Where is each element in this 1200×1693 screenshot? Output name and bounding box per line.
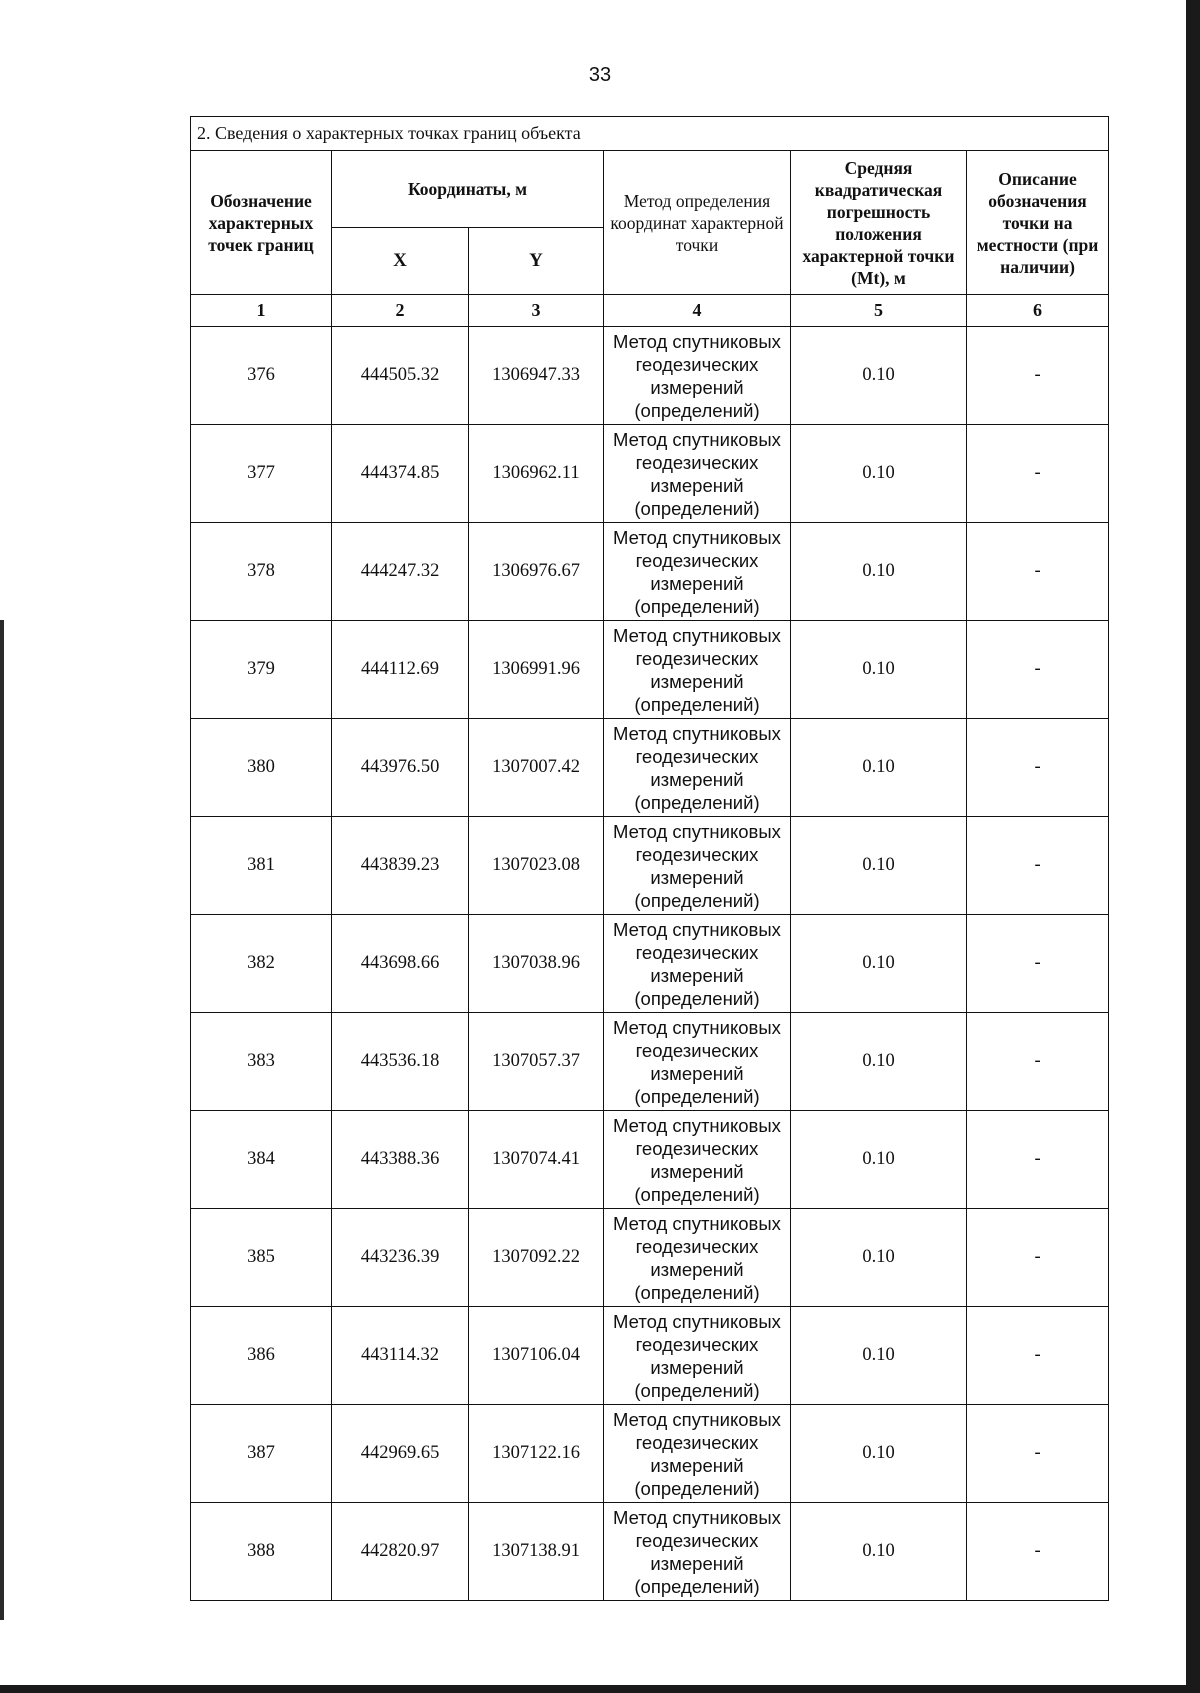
error-cell: 0.10	[791, 1111, 967, 1209]
table-row	[191, 817, 1109, 915]
point-cell: 383	[191, 1013, 332, 1111]
method-cell: Метод спутниковых геодезических измерений (определений)	[604, 425, 791, 523]
method-cell: Метод спутниковых геодезических измерений (определений)	[604, 621, 791, 719]
y-coordinate-cell: 1307074.41	[469, 1111, 604, 1209]
point-cell: 388	[191, 1503, 332, 1601]
x-coordinate-cell: 443698.66	[332, 915, 469, 1013]
table-row	[191, 425, 1109, 523]
column-number: 6	[967, 295, 1109, 327]
point-cell: 387	[191, 1405, 332, 1503]
x-coordinate-cell: 443236.39	[332, 1209, 469, 1307]
point-cell: 384	[191, 1111, 332, 1209]
description-cell: -	[967, 1209, 1109, 1307]
y-coordinate-cell: 1307138.91	[469, 1503, 604, 1601]
description-cell: -	[967, 1013, 1109, 1111]
table-row	[191, 1503, 1109, 1601]
header-coordinates: Координаты, м	[332, 151, 604, 228]
x-coordinate-cell: 443536.18	[332, 1013, 469, 1111]
point-cell: 382	[191, 915, 332, 1013]
table-row	[191, 621, 1109, 719]
x-coordinate-cell: 443388.36	[332, 1111, 469, 1209]
x-coordinate-cell: 444247.32	[332, 523, 469, 621]
description-cell: -	[967, 425, 1109, 523]
point-cell: 376	[191, 327, 332, 425]
point-cell: 380	[191, 719, 332, 817]
y-coordinate-cell: 1307122.16	[469, 1405, 604, 1503]
column-number: 2	[332, 295, 469, 327]
table-row	[191, 1405, 1109, 1503]
x-coordinate-cell: 442969.65	[332, 1405, 469, 1503]
header-description: Описание обозначения точки на местности (при наличии)	[967, 151, 1109, 295]
point-cell: 377	[191, 425, 332, 523]
y-coordinate-cell: 1307057.37	[469, 1013, 604, 1111]
scan-edge-right	[1186, 0, 1200, 1693]
scan-edge-left	[0, 620, 4, 1620]
error-cell: 0.10	[791, 1013, 967, 1111]
error-cell: 0.10	[791, 1405, 967, 1503]
description-cell: -	[967, 621, 1109, 719]
error-cell: 0.10	[791, 523, 967, 621]
method-cell: Метод спутниковых геодезических измерений (определений)	[604, 817, 791, 915]
column-number: 3	[469, 295, 604, 327]
error-cell: 0.10	[791, 327, 967, 425]
x-coordinate-cell: 443114.32	[332, 1307, 469, 1405]
method-cell: Метод спутниковых геодезических измерений (определений)	[604, 1405, 791, 1503]
method-cell: Метод спутниковых геодезических измерений (определений)	[604, 1307, 791, 1405]
table-row	[191, 719, 1109, 817]
column-number: 4	[604, 295, 791, 327]
column-number-row	[191, 295, 1109, 327]
method-cell: Метод спутниковых геодезических измерений (определений)	[604, 719, 791, 817]
x-coordinate-cell: 444112.69	[332, 621, 469, 719]
description-cell: -	[967, 1307, 1109, 1405]
description-cell: -	[967, 523, 1109, 621]
table-row	[191, 327, 1109, 425]
method-cell: Метод спутниковых геодезических измерений (определений)	[604, 1111, 791, 1209]
error-cell: 0.10	[791, 425, 967, 523]
header-x: X	[332, 228, 469, 295]
error-cell: 0.10	[791, 1307, 967, 1405]
table-title: 2. Сведения о характерных точках границ объекта	[191, 117, 1109, 151]
method-cell: Метод спутниковых геодезических измерений (определений)	[604, 523, 791, 621]
column-number: 1	[191, 295, 332, 327]
method-cell: Метод спутниковых геодезических измерений (определений)	[604, 1503, 791, 1601]
y-coordinate-cell: 1306991.96	[469, 621, 604, 719]
y-coordinate-cell: 1307023.08	[469, 817, 604, 915]
error-cell: 0.10	[791, 915, 967, 1013]
description-cell: -	[967, 1503, 1109, 1601]
method-cell: Метод спутниковых геодезических измерений (определений)	[604, 327, 791, 425]
x-coordinate-cell: 444374.85	[332, 425, 469, 523]
description-cell: -	[967, 1405, 1109, 1503]
description-cell: -	[967, 719, 1109, 817]
header-y: Y	[469, 228, 604, 295]
scan-edge-bottom	[0, 1685, 1200, 1693]
error-cell: 0.10	[791, 817, 967, 915]
description-cell: -	[967, 1111, 1109, 1209]
point-cell: 385	[191, 1209, 332, 1307]
error-cell: 0.10	[791, 1209, 967, 1307]
column-number: 5	[791, 295, 967, 327]
error-cell: 0.10	[791, 719, 967, 817]
table-row	[191, 523, 1109, 621]
y-coordinate-cell: 1306962.11	[469, 425, 604, 523]
description-cell: -	[967, 817, 1109, 915]
table-row	[191, 915, 1109, 1013]
point-cell: 378	[191, 523, 332, 621]
table-row	[191, 1209, 1109, 1307]
method-cell: Метод спутниковых геодезических измерений (определений)	[604, 1209, 791, 1307]
y-coordinate-cell: 1307106.04	[469, 1307, 604, 1405]
method-cell: Метод спутниковых геодезических измерений (определений)	[604, 1013, 791, 1111]
point-cell: 386	[191, 1307, 332, 1405]
table-body	[191, 327, 1109, 1601]
y-coordinate-cell: 1307038.96	[469, 915, 604, 1013]
x-coordinate-cell: 442820.97	[332, 1503, 469, 1601]
description-cell: -	[967, 915, 1109, 1013]
error-cell: 0.10	[791, 621, 967, 719]
error-cell: 0.10	[791, 1503, 967, 1601]
boundary-points-table	[190, 116, 1109, 1601]
header-designation: Обозначение характерных точек границ	[191, 151, 332, 295]
y-coordinate-cell: 1306947.33	[469, 327, 604, 425]
x-coordinate-cell: 444505.32	[332, 327, 469, 425]
table-row	[191, 1013, 1109, 1111]
x-coordinate-cell: 443976.50	[332, 719, 469, 817]
y-coordinate-cell: 1307092.22	[469, 1209, 604, 1307]
x-coordinate-cell: 443839.23	[332, 817, 469, 915]
table-row	[191, 1307, 1109, 1405]
y-coordinate-cell: 1307007.42	[469, 719, 604, 817]
point-cell: 379	[191, 621, 332, 719]
description-cell: -	[967, 327, 1109, 425]
point-cell: 381	[191, 817, 332, 915]
page-number: 33	[588, 64, 612, 86]
y-coordinate-cell: 1306976.67	[469, 523, 604, 621]
header-error: Средняя квадратическая погрешность положения характерной точки (Mt), м	[791, 151, 967, 295]
table-row	[191, 1111, 1109, 1209]
header-method: Метод определения координат характерной точки	[604, 151, 791, 295]
method-cell: Метод спутниковых геодезических измерений (определений)	[604, 915, 791, 1013]
